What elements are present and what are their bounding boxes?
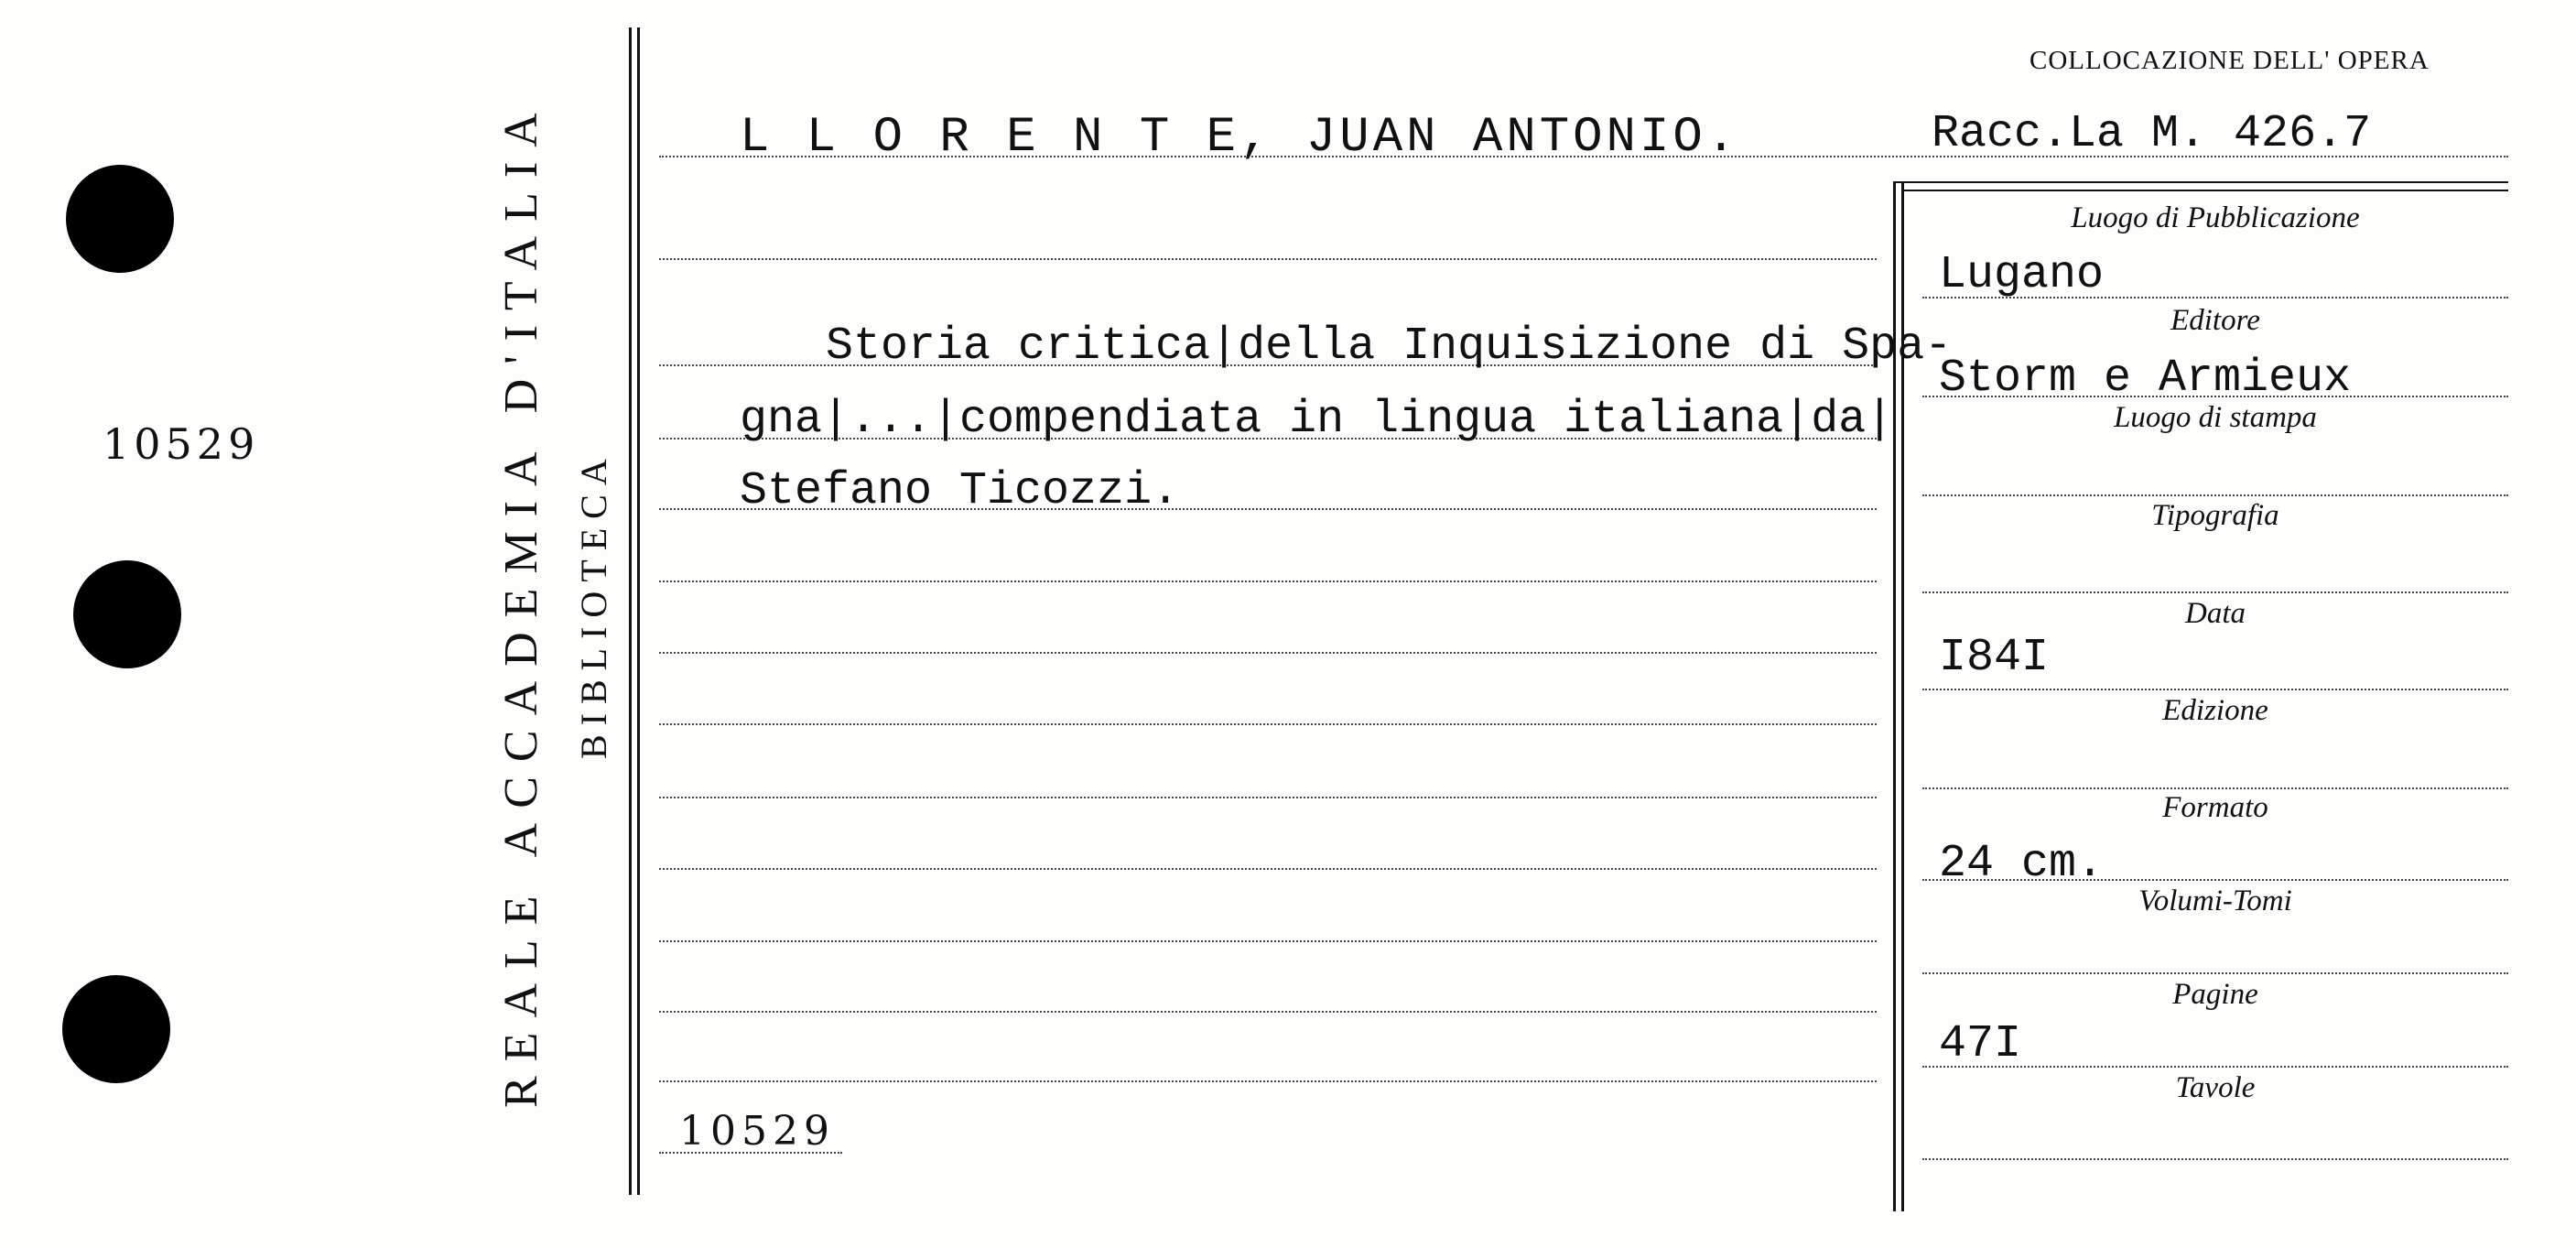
label-luogo-stampa: Luogo di stampa	[2114, 401, 2317, 434]
shelf-mark-label: COLLOCAZIONE DELL' OPERA	[2029, 46, 2430, 75]
author-heading: L L O R E N T E, JUAN ANTONIO.	[740, 110, 1740, 166]
field-rule	[1922, 591, 2508, 593]
ruled-line	[659, 868, 1877, 870]
field-rule	[1922, 972, 2508, 974]
field-rule	[1922, 879, 2508, 881]
title-line-1: Storia critica|della Inquisizione di Spa-	[826, 320, 1953, 373]
field-rule	[1922, 494, 2508, 496]
institution-name: REALE ACCADEMIA D'ITALIA	[495, 98, 547, 1108]
field-rule	[1922, 1158, 2508, 1160]
value-pagine: 47I	[1939, 1018, 2022, 1070]
side-card-number: 10529	[103, 419, 260, 469]
field-rule	[1922, 1066, 2508, 1068]
label-formato: Formato	[2162, 791, 2268, 824]
field-rule	[1922, 297, 2508, 298]
department-name: BIBLIOTECA	[573, 450, 614, 759]
punch-hole-top	[66, 165, 174, 273]
label-tavole: Tavole	[2175, 1071, 2256, 1104]
ruled-line	[659, 940, 1877, 942]
right-panel-top-border	[1893, 181, 2508, 183]
right-panel-top-border-2	[1901, 190, 2508, 191]
punch-hole-middle	[73, 560, 181, 668]
label-edizione: Edizione	[2162, 694, 2268, 727]
title-line-2: gna|...|compendiata in lingua italiana|da|	[740, 394, 1894, 446]
bottom-card-number: 10529	[679, 1108, 835, 1155]
label-editore: Editore	[2170, 304, 2260, 337]
shelf-mark: Racc.La M. 426.7	[1932, 108, 2372, 160]
punch-hole-bottom	[62, 975, 170, 1083]
label-luogo-pubblicazione: Luogo di Pubblicazione	[2071, 201, 2360, 234]
title-line-3: Stefano Ticozzi.	[740, 465, 1180, 517]
ruled-line	[659, 652, 1877, 654]
field-rule	[1922, 396, 2508, 397]
value-formato: 24 cm.	[1939, 838, 2105, 890]
ruled-line	[659, 258, 1877, 260]
field-rule	[1922, 787, 2508, 789]
ruled-line	[659, 1080, 1877, 1082]
label-tipografia: Tipografia	[2151, 499, 2279, 532]
value-luogo-pubblicazione: Lugano	[1939, 249, 2105, 301]
label-data: Data	[2185, 597, 2246, 630]
value-data: I84I	[1939, 632, 2050, 684]
ruled-line	[659, 723, 1877, 725]
left-border-inner	[637, 27, 640, 1195]
value-editore: Storm e Armieux	[1939, 353, 2352, 405]
label-volumi-tomi: Volumi-Tomi	[2138, 884, 2292, 917]
ruled-line	[659, 797, 1877, 798]
left-border-outer	[629, 27, 632, 1195]
ruled-line	[659, 1011, 1877, 1013]
ruled-line	[659, 581, 1877, 582]
label-pagine: Pagine	[2172, 978, 2258, 1011]
field-rule	[1922, 689, 2508, 690]
